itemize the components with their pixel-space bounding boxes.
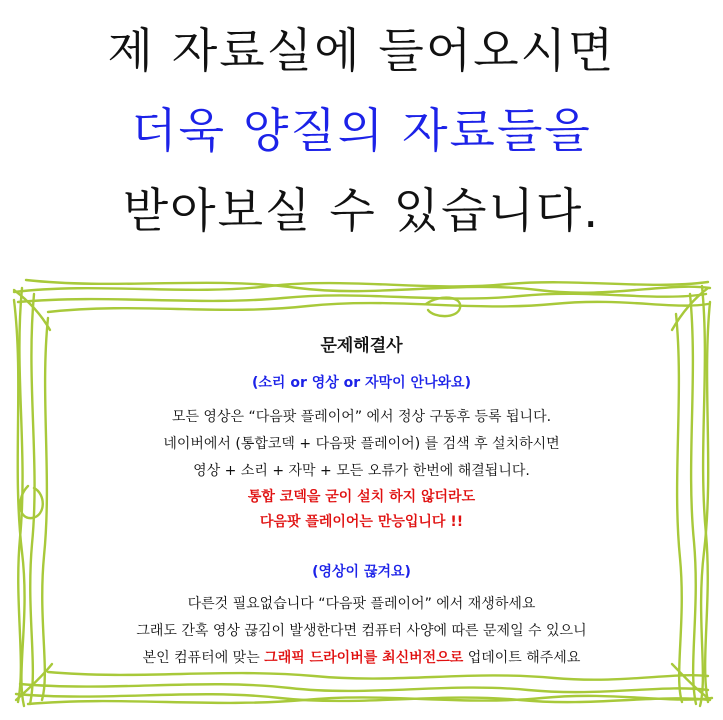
notice-block: [8, 272, 715, 710]
section2-line-2: 그래도 간혹 영상 끊김이 발생한다면 컴퓨터 사양에 따른 문제일 수 있으니: [136, 623, 587, 639]
section1-line-1: 모든 영상은 “다음팟 플레이어” 에서 정상 구동후 등록 됩니다.: [171, 409, 552, 425]
section1-line-2: 네이버에서 (통합코덱 + 다음팟 플레이어) 를 검색 후 설치하시면: [163, 436, 560, 452]
section-spacer: [8, 535, 715, 561]
section1-highlight-2: 다음팟 플레이어는 만능입니다 !!: [259, 514, 464, 530]
section2-last-post: 업데이트 해주세요: [463, 650, 581, 666]
section1-subtitle: (소리 or 영상 or 자막이 안나와요): [252, 375, 471, 391]
section2-last-highlight: 그래픽 드라이버를 최신버전으로: [264, 650, 464, 666]
headline-line-2: 더욱 양질의 자료들을: [131, 104, 592, 159]
headline-line-1: 제 자료실에 들어오시면: [107, 24, 616, 79]
section2-last-line: [8, 645, 715, 672]
section1-highlight-1: 통합 코덱을 굳이 설치 하지 않더라도: [247, 489, 476, 505]
headline-line-3: 받아보실 수 있습니다.: [122, 184, 601, 239]
section1-line-3: 영상 + 소리 + 자막 + 모든 오류가 한번에 해결됩니다.: [193, 463, 530, 479]
notice-title: 문제해결사: [320, 336, 403, 356]
section2-line-1: 다른것 필요없습니다 “다음팟 플레이어” 에서 재생하세요: [187, 596, 536, 612]
section2-subtitle: (영상이 끊겨요): [312, 564, 411, 580]
headline-block: [0, 12, 723, 252]
section2-last-pre: 본인 컴퓨터에 맞는: [142, 650, 265, 666]
